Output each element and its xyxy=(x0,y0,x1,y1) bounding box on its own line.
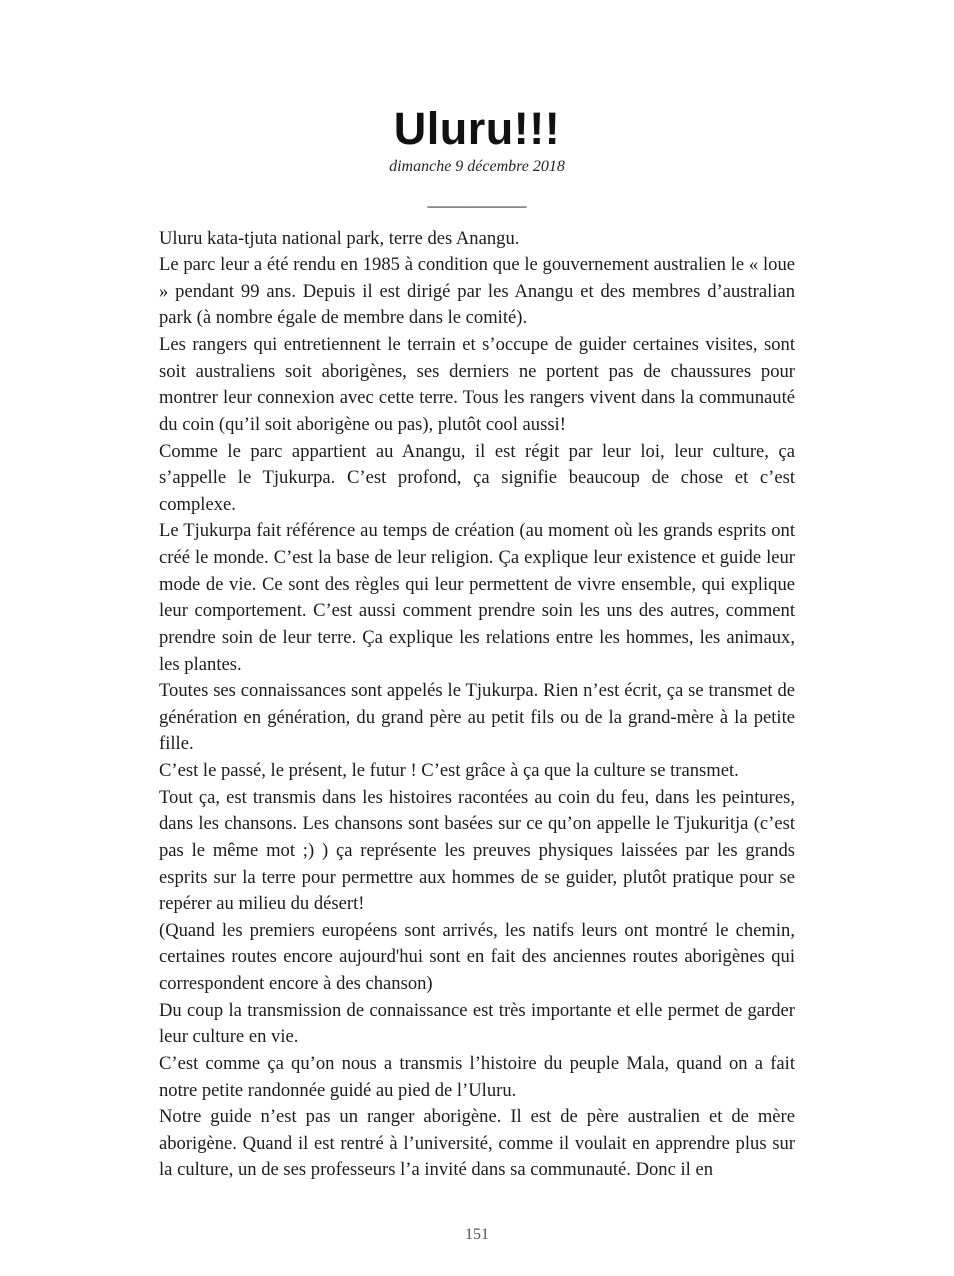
paragraph: Le Tjukurpa fait référence au temps de création (au moment où les grands esprits ont créé le monde. C’est la base de leur religion. Ça explique leur existence et guide leur mode de vie. Ce sont des règles qui leur permettent de vivre ensemble, qui explique leur comportement. C’est aussi comment prendre soin les uns des autres, comment prendre soin de leur terre. Ça explique les relations entre les hommes, les animaux, les plantes. xyxy=(159,520,795,675)
paragraph: Notre guide n’est pas un ranger aborigène. Il est de père australien et de mère aborigène. Quand il est rentré à l’université, comme il voulait en apprendre plus sur la culture, un de ses professeurs l’a invité dans sa communauté. Donc il en xyxy=(159,1106,795,1181)
paragraph: Tout ça, est transmis dans les histoires racontées au coin du feu, dans les peintures, dans les chansons. Les chansons sont basées sur ce qu’on appelle le Tjukuritja (c’est pas le même mot ;) ) ça représente les preuves physiques laissées par les grands esprits sur la terre pour permettre aux hommes de se guider, plutôt pratique pour se repérer au milieu du désert! xyxy=(159,786,795,915)
paragraph: Uluru kata-tjuta national park, terre des Anangu. xyxy=(159,227,520,249)
page-title: Uluru!!! xyxy=(393,103,561,154)
post-date: dimanche 9 décembre 2018 xyxy=(389,157,565,175)
section-separator: ___________ xyxy=(427,188,527,209)
post-header xyxy=(0,0,954,176)
page-number: 151 xyxy=(465,1226,489,1243)
paragraph: Le parc leur a été rendu en 1985 à condition que le gouvernement australien le « loue » pendant 99 ans. Depuis il est dirigé par les Anangu et des membres d’australian park (à nombre égale de membre dans le comité). xyxy=(159,254,795,329)
paragraph: Comme le parc appartient au Anangu, il est régit par leur loi, leur culture, ça s’appelle le Tjukurpa. C’est profond, ça signifie beaucoup de chose et c’est complexe. xyxy=(159,440,795,515)
paragraph: (Quand les premiers européens sont arrivés, les natifs leurs ont montré le chemin, certaines routes encore aujourd'hui sont en fait des anciennes routes aborigènes qui correspondent encore à des chanson) xyxy=(159,919,795,994)
paragraph: Les rangers qui entretiennent le terrain et s’occupe de guider certaines visites, sont soit australiens soit aborigènes, ses derniers ne portent pas de chaussures pour montrer leur connexion avec cette terre. Tous les rangers vivent dans la communauté du coin (qu’il soit aborigène ou pas), plutôt cool aussi! xyxy=(159,334,795,435)
paragraph: C’est comme ça qu’on nous a transmis l’histoire du peuple Mala, quand on a fait notre petite randonnée guidé au pied de l’Uluru. xyxy=(159,1052,795,1101)
paragraph: Toutes ses connaissances sont appelés le Tjukurpa. Rien n’est écrit, ça se transmet de génération en génération, du grand père au petit fils ou de la grand-mère à la petite fille. xyxy=(159,680,795,755)
paragraph: Du coup la transmission de connaissance est très importante et elle permet de garder leur culture en vie. xyxy=(159,999,795,1048)
article-body xyxy=(159,226,795,1185)
paragraph: C’est le passé, le présent, le futur ! C’est grâce à ça que la culture se transmet. xyxy=(159,760,739,781)
